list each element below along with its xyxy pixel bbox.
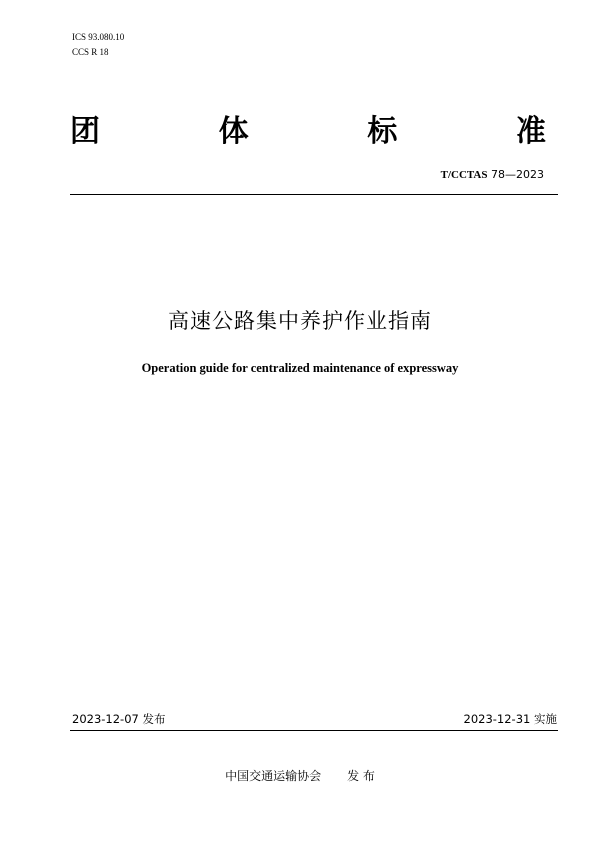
standard-number-prefix: T/CCTAS: [440, 169, 488, 181]
standard-number-value: 78—2023: [491, 168, 544, 181]
standard-type-char: 准: [515, 114, 546, 149]
standard-number: [441, 168, 544, 182]
standard-type-char: 团: [70, 114, 100, 149]
ccs-code: CCS R 18: [72, 47, 109, 57]
bottom-divider: [70, 730, 558, 731]
standard-type-char: 体: [218, 114, 249, 149]
publisher-action: 发 布: [347, 769, 375, 783]
standard-type-char: 标: [367, 114, 398, 149]
ics-code: ICS 93.080.10: [72, 32, 125, 42]
publish-date: 2023-12-07 发布: [72, 712, 166, 726]
document-title-english: Operation guide for centralized maintenance of expressway: [141, 361, 459, 375]
publisher-name: 中国交通运输协会: [225, 769, 322, 783]
top-divider: [70, 194, 558, 195]
implement-date: 2023-12-31 实施: [463, 712, 557, 726]
document-title-chinese: 高速公路集中养护作业指南: [168, 309, 432, 333]
standard-type-heading: [70, 112, 546, 152]
publisher-line: [0, 768, 600, 784]
